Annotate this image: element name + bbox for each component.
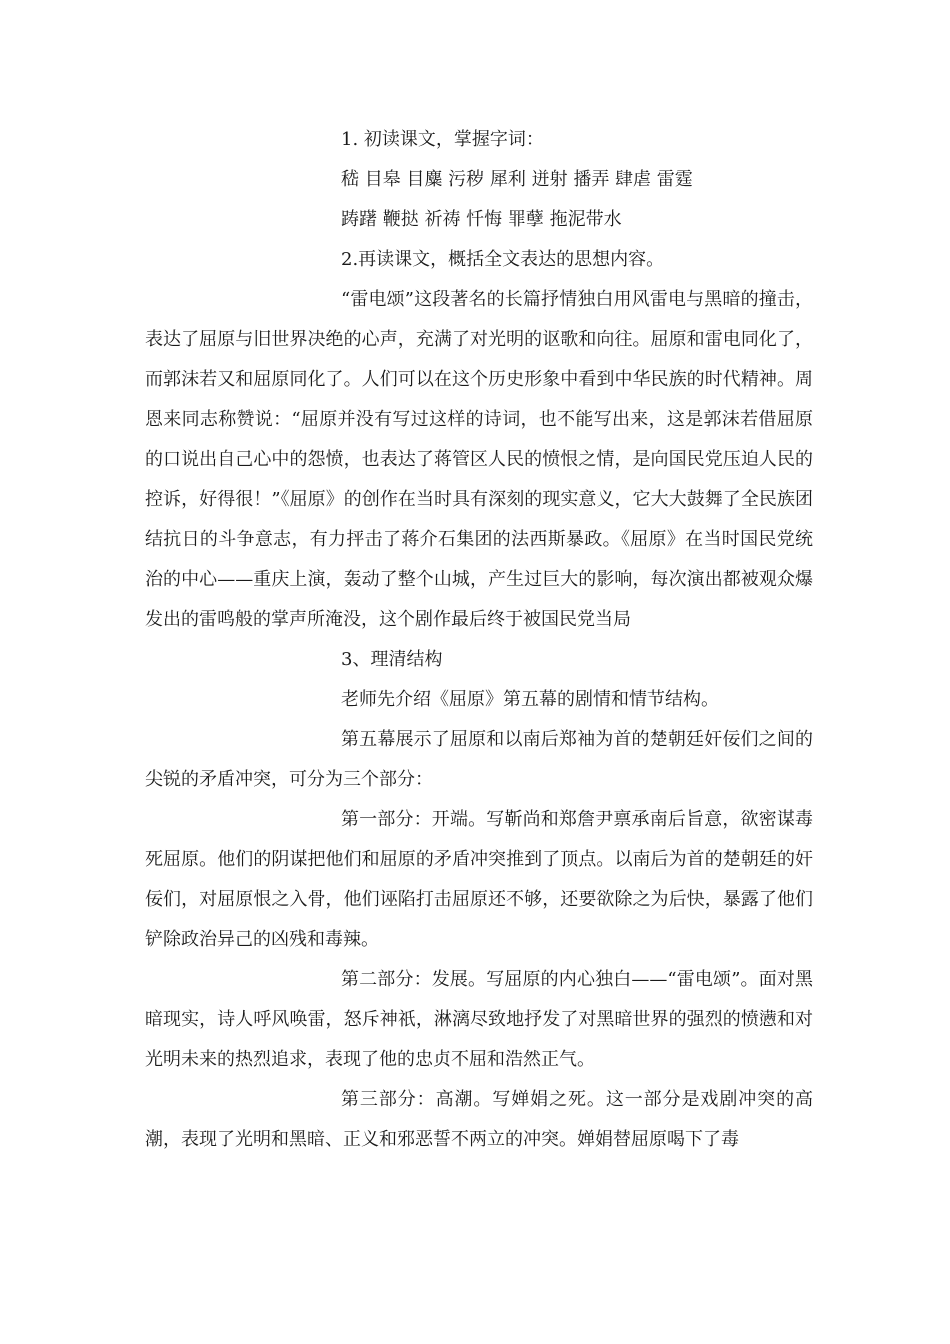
part-2-paragraph: 第二部分：发展。写屈原的内心独白——“雷电颂”。面对黑暗现实，诗人呼风唤雷，怒斥神祇，淋漓尽致地抒发了对黑暗世界的强烈的愤懑和对光明未来的热烈追求，表现了他的忠贞不屈和浩然正气。 — [145, 969, 813, 1070]
section-3-paragraph: 第五幕展示了屈原和以南后郑袖为首的楚朝廷奸佞们之间的尖锐的矛盾冲突，可分为三个部分： — [145, 729, 813, 790]
part-1-paragraph: 第一部分：开端。写靳尚和郑詹尹禀承南后旨意，欲密谋毒死屈原。他们的阴谋把他们和屈原的矛盾冲突推到了顶点。以南后为首的楚朝廷的奸佞们，对屈原恨之入骨，他们诬陷打击屈原还不够，还要欲除之为后快，暴露了他们铲除政治异己的凶残和毒辣。 — [145, 809, 813, 950]
section-1-heading: 1. 初读课文，掌握字词： — [341, 129, 544, 150]
vocabulary-line-2: 踌躇 鞭挞 祈祷 忏悔 罪孽 拖泥带水 — [341, 209, 622, 230]
section-3-intro: 老师先介绍《屈原》第五幕的剧情和情节结构。 — [341, 689, 719, 710]
section-2-paragraph: “雷电颂”这段著名的长篇抒情独白用风雷电与黑暗的撞击，表达了屈原与旧世界决绝的心声，充满了对光明的讴歌和向往。屈原和雷电同化了，而郭沫若又和屈原同化了。人们可以在这个历史形象中看到中华民族的时代精神。周恩来同志称赞说：“屈原并没有写过这样的诗词，也不能写出来，这是郭沫若借屈原的口说出自己心中的怨愤，也表达了蒋管区人民的愤恨之情，是向国民党压迫人民的控诉，好得很！”《屈原》的创作在当时具有深刻的现实意义，它大大鼓舞了全民族团结抗日的斗争意志，有力抨击了蒋介石集团的法西斯暴政。《屈原》在当时国民党统治的中心——重庆上演，轰动了整个山城，产生过巨大的影响，每次演出都被观众爆发出的雷鸣般的掌声所淹没，这个剧作最后终于被国民党当局 — [145, 289, 813, 630]
section-3-heading: 3、理清结构 — [341, 649, 443, 670]
part-3-paragraph: 第三部分：高潮。写婵娟之死。这一部分是戏剧冲突的高潮，表现了光明和黑暗、正义和邪恶誓不两立的冲突。婵娟替屈原喝下了毒 — [145, 1089, 813, 1150]
document-body — [145, 120, 813, 1160]
vocabulary-line-1: 嵇 目皋 目麋 污秽 犀利 迸射 播弄 肆虐 雷霆 — [341, 169, 693, 190]
section-2-heading: 2.再读课文，概括全文表达的思想内容。 — [341, 249, 665, 270]
